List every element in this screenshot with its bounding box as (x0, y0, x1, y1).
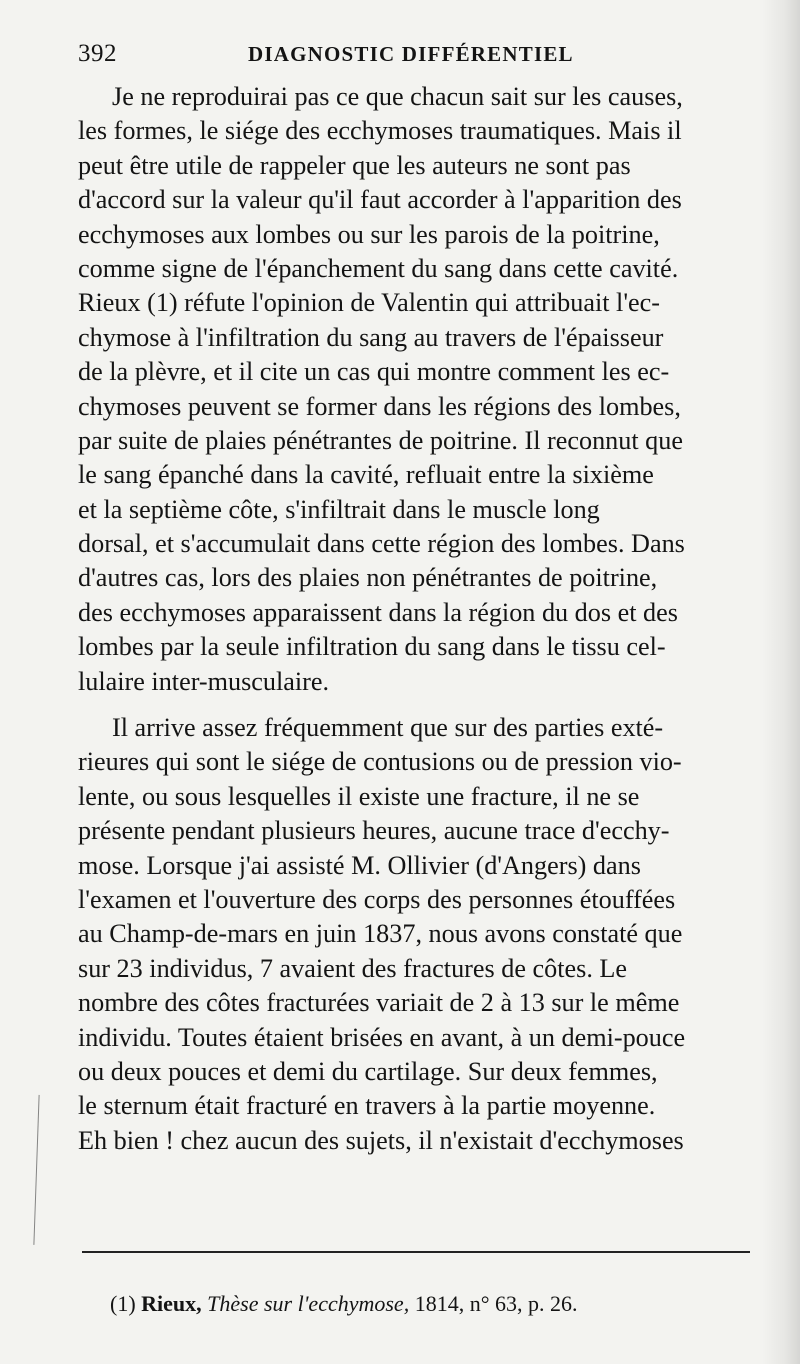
line-text: par suite de plaies pénétrantes de poitrine. Il reconnut que (78, 425, 683, 455)
line-text: lulaire inter-musculaire. (78, 666, 330, 696)
text-line (78, 355, 752, 389)
line-text: chymoses peuvent se former dans les régions des lombes, (78, 391, 681, 421)
line-text: peut être utile de rappeler que les auteurs ne sont pas (78, 150, 631, 180)
text-line (78, 917, 752, 951)
page-header (78, 40, 770, 70)
line-text: dorsal, et s'accumulait dans cette région des lombes. Dans (78, 529, 685, 559)
line-text: les formes, le siége des ecchymoses traumatiques. Mais il (78, 116, 682, 146)
footnote-rule (82, 1251, 750, 1253)
text-line (78, 252, 752, 286)
line-text: d'autres cas, lors des plaies non pénétrantes de poitrine, (78, 563, 658, 593)
line-text: Il arrive assez fréquemment que sur des parties exté- (112, 713, 664, 743)
text-line (78, 114, 752, 148)
text-line (78, 1089, 752, 1123)
line-text: lombes par la seule infiltration du sang dans le tissu cel- (78, 632, 666, 662)
text-line (78, 952, 752, 986)
text-line (78, 527, 752, 561)
line-text: le sternum était fracturé en travers à la partie moyenne. (78, 1091, 656, 1121)
text-line (78, 745, 752, 779)
text-line (78, 183, 752, 217)
running-title: DIAGNOSTIC DIFFÉRENTIEL (248, 42, 574, 66)
line-text: au Champ-de-mars en juin 1837, nous avons constaté que (78, 919, 683, 949)
line-text: nombre des côtes fracturées variait de 2 à 13 sur le même (78, 988, 680, 1018)
text-line (78, 780, 752, 814)
line-text: de la plèvre, et il cite un cas qui montre comment les ec- (78, 357, 670, 387)
text-line (78, 814, 752, 848)
line-text: des ecchymoses apparaissent dans la région du dos et des (78, 597, 678, 627)
line-text: rieures qui sont le siége de contusions ou de pression vio- (78, 747, 682, 777)
text-line (78, 561, 752, 595)
paragraph-1 (78, 80, 752, 699)
line-text: d'accord sur la valeur qu'il faut accorder à l'apparition des (78, 185, 682, 215)
line-text: le sang épanché dans la cavité, refluait entre la sixième (78, 460, 654, 490)
line-text: Rieux (1) réfute l'opinion de Valentin qui attribuait l'ec- (78, 288, 661, 318)
line-text: mose. Lorsque j'ai assisté M. Ollivier (d'Angers) dans (78, 850, 641, 880)
line-text: présente pendant plusieurs heures, aucune trace d'ecchy- (78, 816, 670, 846)
footnote (110, 1291, 578, 1317)
line-text: Je ne reproduirai pas ce que chacun sait sur les causes, (112, 82, 683, 111)
text-line (78, 286, 752, 320)
text-line (78, 630, 752, 664)
line-text: et la septième côte, s'infiltrait dans le muscle long (78, 494, 600, 524)
text-line (78, 424, 752, 458)
text-line (78, 1124, 752, 1158)
footnote-marker: (1) (110, 1291, 136, 1316)
text-line (78, 80, 752, 114)
text-line (78, 458, 752, 492)
text-line (78, 321, 752, 355)
line-text: l'examen et l'ouverture des corps des personnes étouffées (78, 884, 676, 914)
text-line (78, 711, 752, 745)
line-text: comme signe de l'épanchement du sang dans cette cavité. (78, 253, 679, 283)
text-line (78, 596, 752, 630)
text-line (78, 1055, 752, 1089)
line-text: Eh bien ! chez aucun des sujets, il n'existait d'ecchymoses (78, 1125, 684, 1155)
line-text: chymose à l'infiltration du sang au travers de l'épaisseur (78, 322, 664, 352)
text-line (78, 665, 752, 699)
footnote-title: Thèse sur l'ecchymose, (207, 1291, 410, 1316)
page-number: 392 (78, 40, 117, 67)
text-line (78, 218, 752, 252)
page-edge-shadow (762, 0, 800, 1364)
text-line (78, 986, 752, 1020)
margin-pencil-mark (33, 1095, 45, 1245)
paragraph-2 (78, 711, 752, 1158)
text-line (78, 149, 752, 183)
line-text: ecchymoses aux lombes ou sur les parois de la poitrine, (78, 219, 660, 249)
main-text (78, 80, 752, 1158)
text-line (78, 390, 752, 424)
footnote-author: Rieux, (141, 1291, 202, 1316)
line-text: ou deux pouces et demi du cartilage. Sur deux femmes, (78, 1056, 658, 1086)
text-line (78, 493, 752, 527)
text-line (78, 883, 752, 917)
text-line (78, 1021, 752, 1055)
line-text: lente, ou sous lesquelles il existe une fracture, il ne se (78, 781, 640, 811)
line-text: individu. Toutes étaient brisées en avant, à un demi-pouce (78, 1022, 686, 1052)
line-text: sur 23 individus, 7 avaient des fractures de côtes. Le (78, 953, 628, 983)
footnote-reference: 1814, n° 63, p. 26. (414, 1291, 578, 1316)
text-line (78, 849, 752, 883)
